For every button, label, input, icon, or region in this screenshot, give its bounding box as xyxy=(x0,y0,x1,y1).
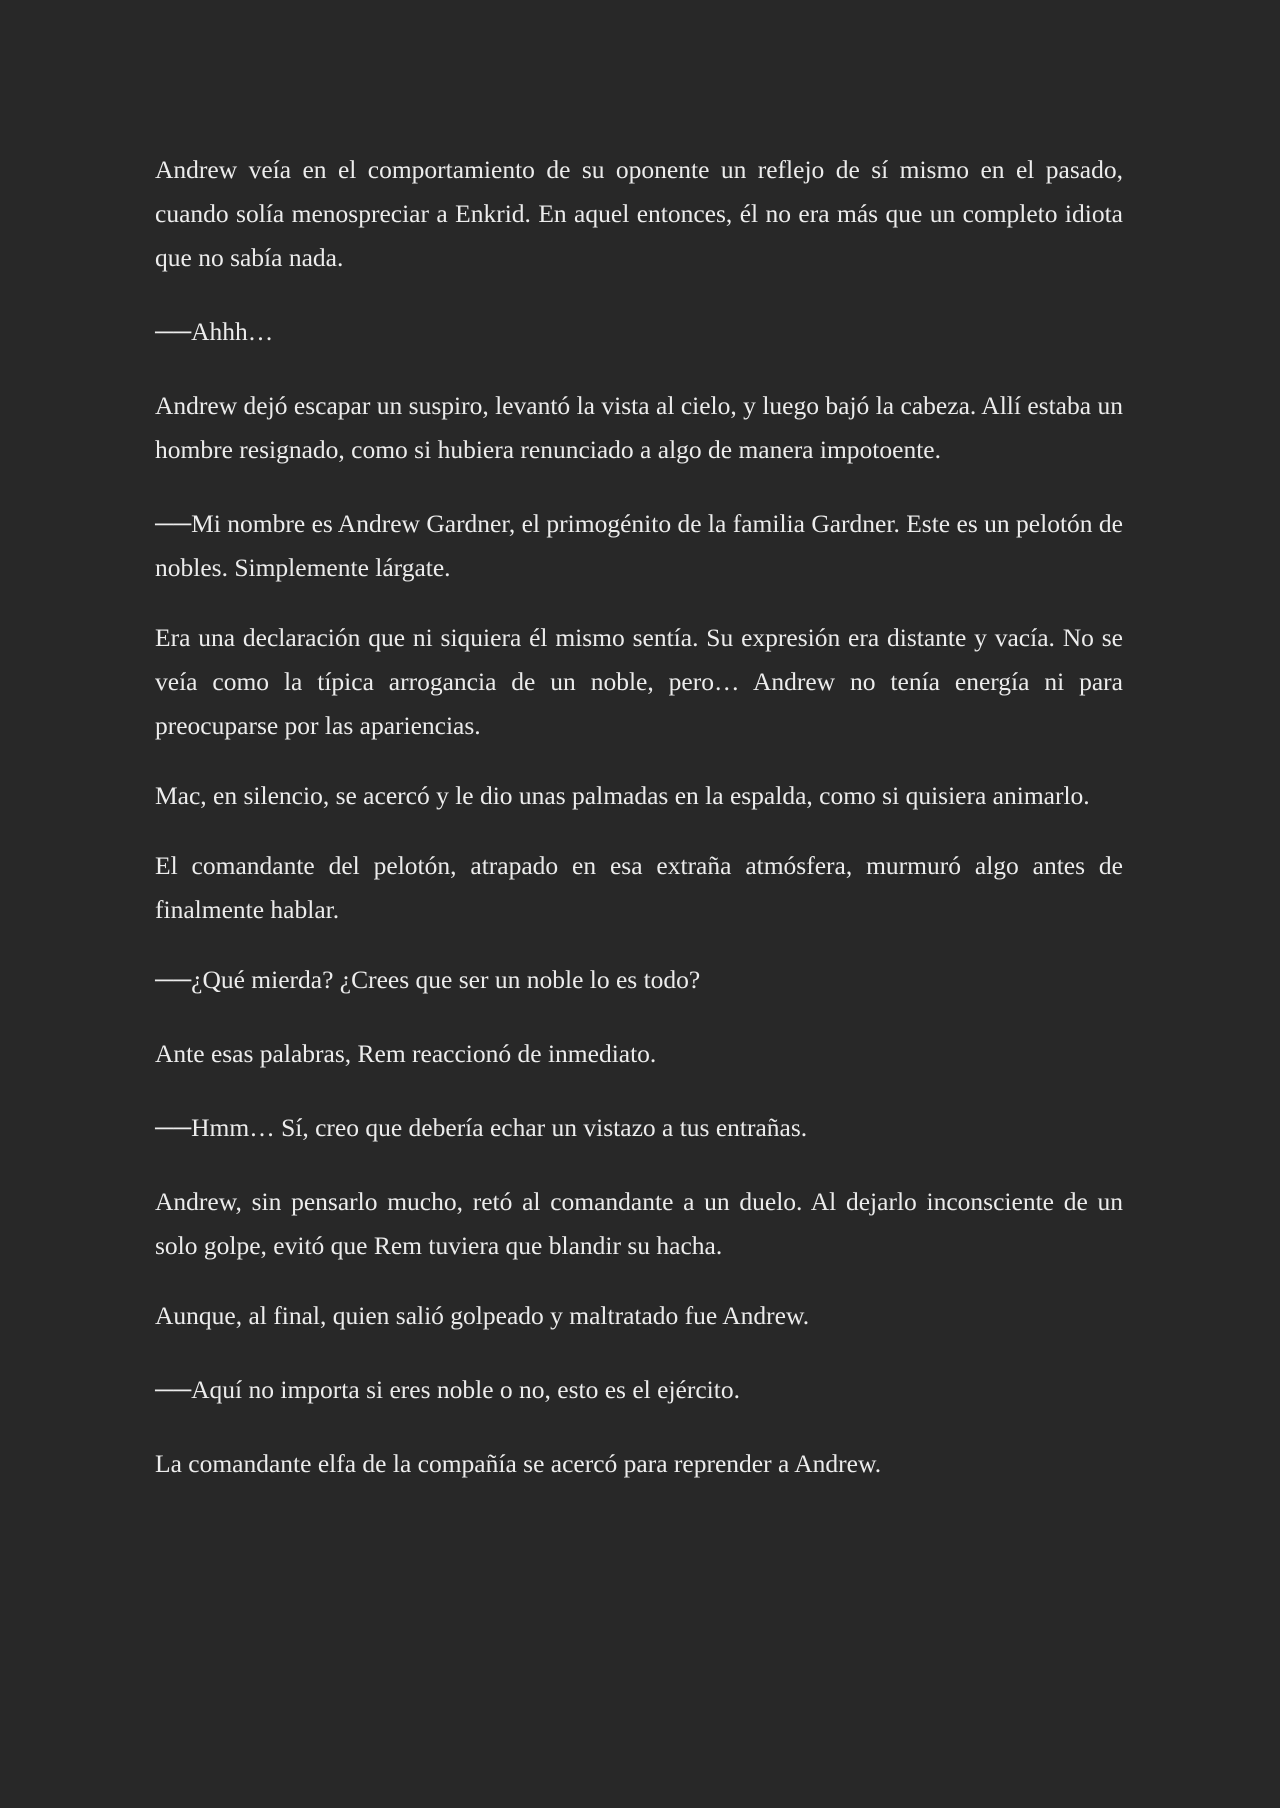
dialogue-line: ──Mi nombre es Andrew Gardner, el primogénito de la familia Gardner. Este es un pelotón de nobles. Simplemente lárgate. xyxy=(155,509,1123,582)
dialogue-line: ──¿Qué mierda? ¿Crees que ser un noble lo es todo? xyxy=(155,965,701,994)
paragraph: Ante esas palabras, Rem reaccionó de inmediato. xyxy=(155,1039,657,1068)
dialogue-line: ──Hmm… Sí, creo que debería echar un vistazo a tus entrañas. xyxy=(155,1113,808,1142)
paragraph: Andrew, sin pensarlo mucho, retó al comandante a un duelo. Al dejarlo inconsciente de un solo golpe, evitó que Rem tuviera que blandir su hacha. xyxy=(155,1187,1123,1260)
chapter-text xyxy=(155,148,1123,1512)
paragraph: Andrew veía en el comportamiento de su oponente un reflejo de sí mismo en el pasado, cuando solía menospreciar a Enkrid. En aquel entonces, él no era más que un completo idiota que no sabía nada. xyxy=(155,155,1123,272)
paragraph: Era una declaración que ni siquiera él mismo sentía. Su expresión era distante y vacía. No se veía como la típica arrogancia de un noble, pero… Andrew no tenía energía ni para preocuparse por las apariencias. xyxy=(155,623,1123,740)
dialogue-line: ──Aquí no importa si eres noble o no, esto es el ejército. xyxy=(155,1375,740,1404)
paragraph: Aunque, al final, quien salió golpeado y maltratado fue Andrew. xyxy=(155,1301,810,1330)
paragraph: El comandante del pelotón, atrapado en esa extraña atmósfera, murmuró algo antes de finalmente hablar. xyxy=(155,851,1123,924)
paragraph: Mac, en silencio, se acercó y le dio unas palmadas en la espalda, como si quisiera animarlo. xyxy=(155,781,1090,810)
paragraph: Andrew dejó escapar un suspiro, levantó la vista al cielo, y luego bajó la cabeza. Allí estaba un hombre resignado, como si hubiera renunciado a algo de manera impotoente. xyxy=(155,391,1123,464)
paragraph: La comandante elfa de la compañía se acercó para reprender a Andrew. xyxy=(155,1449,882,1478)
dialogue-line: ──Ahhh… xyxy=(155,317,274,346)
